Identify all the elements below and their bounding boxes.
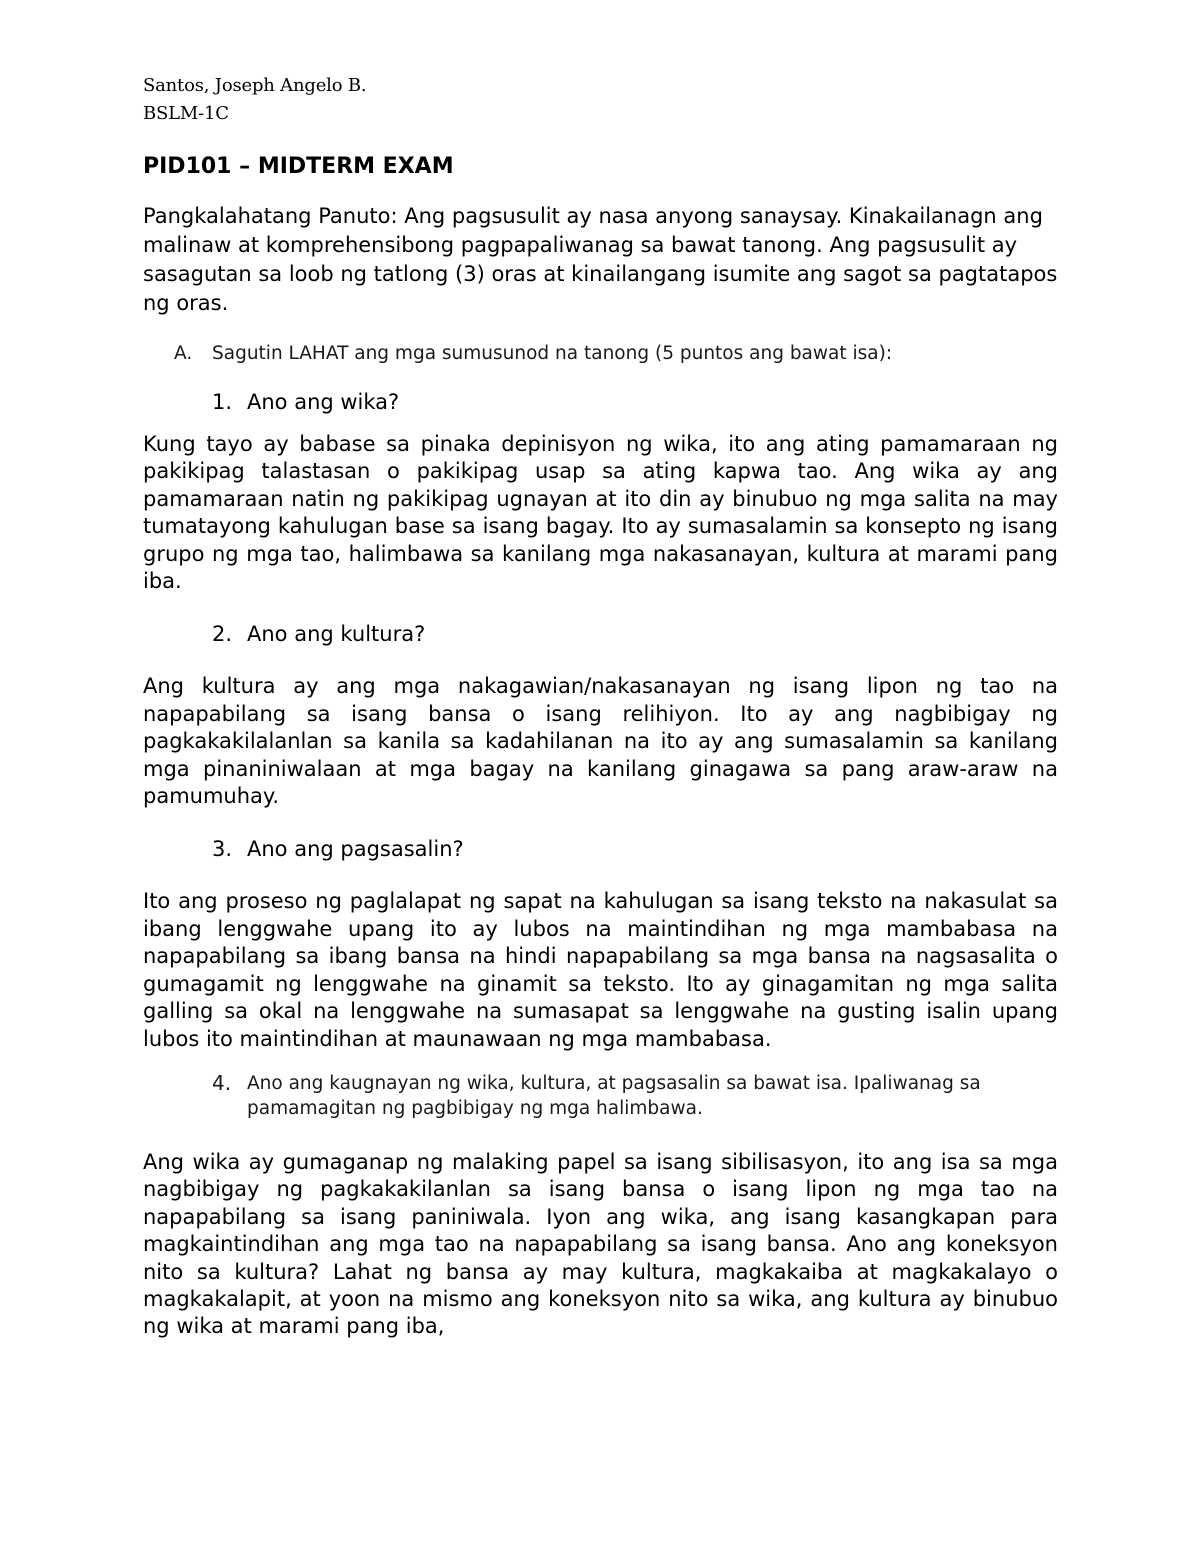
- question-3-text: Ano ang pagsasalin?: [247, 837, 464, 862]
- question-4: [143, 1071, 1058, 1121]
- answer-3: Ito ang proseso ng paglalapat ng sapat na kahulugan sa isang teksto na nakasulat sa ibang lenggwahe upang ito ay lubos na maintindihan ng mga mambabasa na napapabilang sa ibang bansa na hindi napapabilang sa mga bansa na nagsasalita o gumagamit ng lenggwahe na ginamit sa teksto. Ito ay ginagamitan ng mga salita galling sa okal na lenggwahe na sumasapat sa lenggwahe na gusting isalin upang lubos ito maintindihan at maunawaan ng mga mambabasa.: [143, 889, 1058, 1051]
- question-3-number: 3.: [212, 837, 233, 862]
- question-2-number: 2.: [212, 622, 233, 647]
- question-1-number: 1.: [212, 390, 233, 414]
- question-3: [143, 834, 1058, 864]
- exam-title: PID101 – MIDTERM EXAM: [143, 154, 454, 179]
- part-a-marker: A.: [174, 343, 193, 364]
- question-1: [143, 387, 1058, 417]
- student-name: Santos, Joseph Angelo B.: [143, 75, 367, 96]
- question-4-number: 4.: [212, 1070, 232, 1095]
- general-instructions: Pangkalahatang Panuto: Ang pagsusulit ay nasa anyong sanaysay. Kinakailanagn ang malinaw at komprehensibong pagpapaliwanag sa bawat tanong. Ang pagsusulit ay sasagutan sa loob ng tatlong (3) oras at kinailangang isumite ang sagot sa pagtatapos ng oras.: [143, 204, 1058, 315]
- student-section: BSLM-1C: [143, 103, 229, 124]
- question-2: [143, 619, 1058, 649]
- question-2-text: Ano ang kultura?: [247, 622, 426, 647]
- document-page: [143, 72, 1058, 1341]
- question-1-text: Ano ang wika?: [247, 390, 400, 414]
- part-a-heading: [143, 341, 1058, 367]
- answer-1: Kung tayo ay babase sa pinaka depinisyon ng wika, ito ang ating pamamaraan ng pakikipag talastasan o pakikipag usap sa ating kapwa tao. Ang wika ay ang pamamaraan natin ng pakikipag ugnayan at ito din ay binubuo ng mga salita na may tumatayong kahulugan base sa isang bagay. Ito ay sumasalamin sa konsepto ng isang grupo ng mga tao, halimbawa sa kanilang mga nakasanayan, kultura at marami pang iba.: [143, 432, 1058, 594]
- answer-2: Ang kultura ay ang mga nakagawian/nakasanayan ng isang lipon ng tao na napapabilang sa isang bansa o isang relihiyon. Ito ay ang nagbibigay ng pagkakakilalanlan sa kanila sa kadahilanan na ito ay ang sumasalamin sa kanilang mga pinaniniwalaan at mga bagay na kanilang ginagawa sa pang araw-araw na pamumuhay.: [143, 674, 1058, 809]
- question-4-text: Ano ang kaugnayan ng wika, kultura, at pagsasalin sa bawat isa. Ipaliwanag sa pamamagitan ng pagbibigay ng mga halimbawa.: [247, 1072, 981, 1119]
- answer-4: Ang wika ay gumaganap ng malaking papel sa isang sibilisasyon, ito ang isa sa mga nagbibigay ng pagkakakilanlan sa isang bansa o isang lipon ng mga tao na napapabilang sa isang paniniwala. Iyon ang wika, ang isang kasangkapan para magkaintindihan ang mga tao na napapabilang sa isang bansa. Ano ang koneksyon nito sa kultura? Lahat ng bansa ay may kultura, magkakaiba at magkakalayo o magkakalapit, at yoon na mismo ang koneksyon nito sa wika, ang kultura ay binubuo ng wika at marami pang iba,: [143, 1149, 1058, 1339]
- part-a-text: Sagutin LAHAT ang mga sumusunod na tanong (5 puntos ang bawat isa):: [212, 343, 893, 364]
